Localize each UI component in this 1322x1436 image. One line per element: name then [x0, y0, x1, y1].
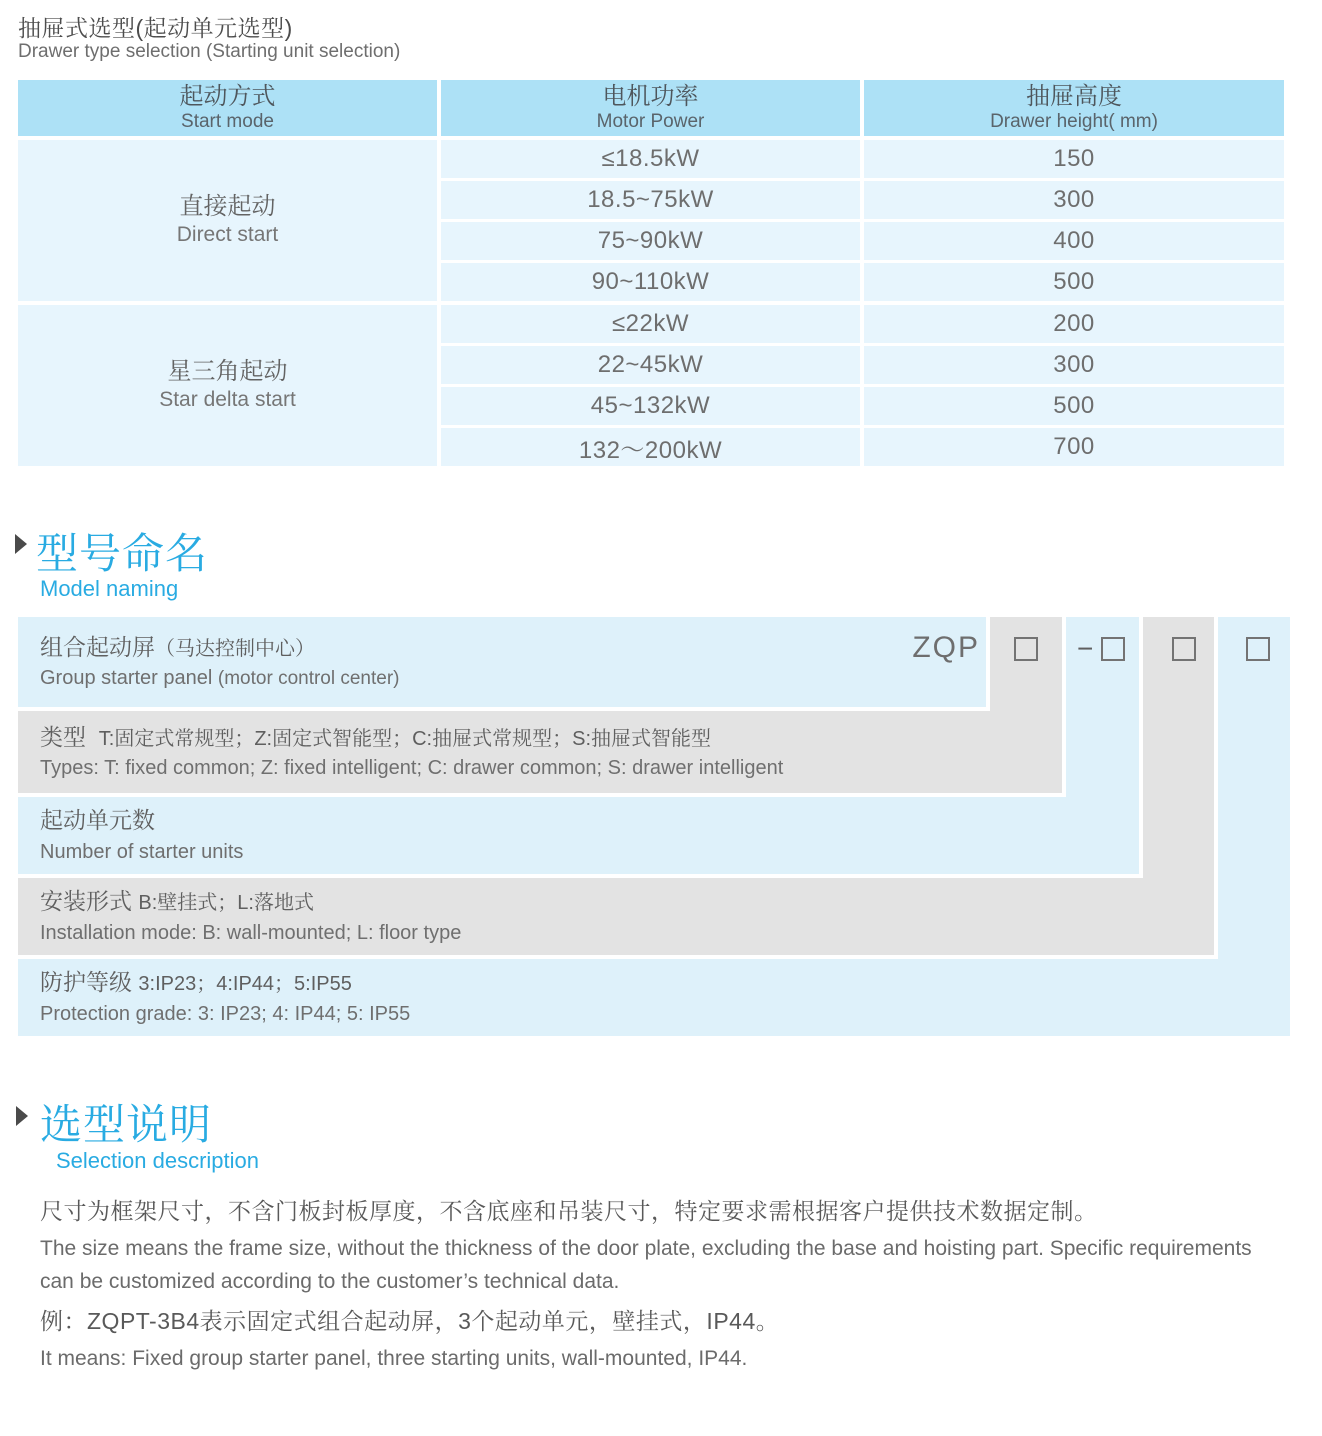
model-row1-zh: 组合起动屏: [40, 633, 155, 660]
height-value: 300: [1053, 351, 1095, 378]
power-value: 75~90kW: [597, 227, 704, 254]
selection-paragraph-en: The size means the frame size, without the thickness of the door plate, excluding the base and hoisting part. Specific requirements can be customized according to the customer’s technical data.: [40, 1237, 1252, 1293]
section-marker-icon: [15, 534, 27, 554]
table-row: [441, 222, 860, 260]
model-row-protection: [18, 959, 1290, 1036]
model-code-prefix: ZQP: [912, 631, 980, 664]
model-row-types: [18, 711, 1062, 793]
model-row-installation: [18, 878, 1214, 955]
model-code-box-installation: [1172, 637, 1196, 661]
table-header-motor-power: [441, 80, 860, 136]
model-row2-en: Types: T: fixed common; Z: fixed intelligent; C: drawer common; S: drawer intelligent: [40, 757, 784, 780]
group-cell-direct-start: [18, 140, 437, 301]
model-code-box-units: [1101, 637, 1125, 661]
power-value: ≤18.5kW: [601, 145, 700, 172]
model-row4-label: 安装形式: [40, 888, 132, 915]
header-start-mode-en: Start mode: [181, 110, 274, 132]
table-row: [441, 346, 860, 384]
height-value: 500: [1053, 268, 1095, 295]
table-row: [864, 387, 1284, 425]
table-row: [441, 428, 860, 466]
table-row: [864, 263, 1284, 301]
selection-description-text: [40, 1194, 1290, 1381]
table-row: [864, 428, 1284, 466]
selection-example-zh: 例：ZQPT-3B4表示固定式组合起动屏，3个起动单元，壁挂式，IP44。: [40, 1308, 780, 1334]
height-value: 400: [1053, 227, 1095, 254]
power-value: 132～200kW: [578, 436, 723, 464]
model-row4-en: Installation mode: B: wall-mounted; L: floor type: [40, 921, 462, 944]
header-drawer-height-zh: 抽屉高度: [1026, 82, 1122, 110]
section-title-selection-zh: 选型说明: [40, 1101, 213, 1148]
table-row: [864, 140, 1284, 178]
model-row5-desc: 3:IP23；4:IP44；5:IP55: [138, 973, 352, 996]
header-start-mode-zh: 起动方式: [179, 82, 276, 110]
height-value: 500: [1053, 392, 1095, 419]
table-row: [864, 222, 1284, 260]
model-row4-desc: B:壁挂式；L:落地式: [138, 892, 314, 915]
table-row: [441, 181, 860, 219]
height-value: 700: [1053, 433, 1095, 460]
height-value: 200: [1053, 310, 1095, 337]
model-row-group-starter-panel: [18, 617, 986, 707]
model-row1-zh-sub: （马达控制中心）: [155, 637, 315, 660]
selection-paragraph-zh: 尺寸为框架尺寸，不含门板封板厚度，不含底座和吊装尺寸，特定要求需根据客户提供技术数据定制。: [40, 1198, 1098, 1224]
power-value: ≤22kW: [611, 310, 690, 337]
model-row-starter-units: [18, 797, 1139, 874]
table-row: [441, 387, 860, 425]
group-direct-start-zh: 直接起动: [179, 193, 276, 221]
model-row3-en: Number of starter units: [40, 840, 244, 863]
table-row: [864, 346, 1284, 384]
header-motor-power-en: Motor Power: [596, 110, 705, 132]
page-title-zh: 抽屉式选型(起动单元选型): [18, 15, 293, 41]
table-row: [441, 140, 860, 178]
header-motor-power-zh: 电机功率: [602, 82, 699, 110]
section-title-model-naming-en: Model naming: [40, 576, 179, 601]
model-code-dash: −: [1077, 633, 1094, 664]
model-code-box-type: [1014, 637, 1038, 661]
model-row1-en-sub: (motor control center): [217, 668, 400, 690]
model-row1-en: Group starter panel: [40, 667, 213, 690]
header-drawer-height-en: Drawer height( mm): [990, 110, 1158, 132]
table-row: [864, 305, 1284, 343]
group-direct-start-en: Direct start: [176, 223, 279, 247]
selection-example-en: It means: Fixed group starter panel, three starting units, wall-mounted, IP44.: [40, 1347, 748, 1370]
power-value: 45~132kW: [590, 392, 711, 419]
model-row5-en: Protection grade: 3: IP23; 4: IP44; 5: IP55: [40, 1002, 411, 1025]
model-row5-label: 防护等级: [40, 969, 132, 996]
section-title-selection-en: Selection description: [56, 1148, 260, 1173]
table-header-drawer-height: [864, 80, 1284, 136]
model-code-box-protection: [1246, 637, 1270, 661]
section-title-model-naming-zh: 型号命名: [36, 530, 209, 577]
height-value: 300: [1053, 186, 1095, 213]
table-row: [864, 181, 1284, 219]
section-marker-icon: [16, 1106, 28, 1126]
power-value: 90~110kW: [591, 268, 710, 295]
model-row2-label: 类型: [40, 723, 86, 750]
power-value: 22~45kW: [597, 351, 704, 378]
group-star-delta-zh: 星三角起动: [167, 358, 288, 386]
height-value: 150: [1053, 145, 1095, 172]
model-row2-desc: T:固定式常规型；Z:固定式智能型；C:抽屉式常规型；S:抽屉式智能型: [98, 727, 712, 750]
page-title-en: Drawer type selection (Starting unit selection): [18, 41, 401, 62]
group-cell-star-delta: [18, 305, 437, 466]
power-value: 18.5~75kW: [587, 186, 714, 213]
table-row: [441, 305, 860, 343]
group-star-delta-en: Star delta start: [159, 388, 296, 412]
table-row: [441, 263, 860, 301]
table-header-start-mode: [18, 80, 437, 136]
model-row3-label: 起动单元数: [40, 807, 155, 834]
